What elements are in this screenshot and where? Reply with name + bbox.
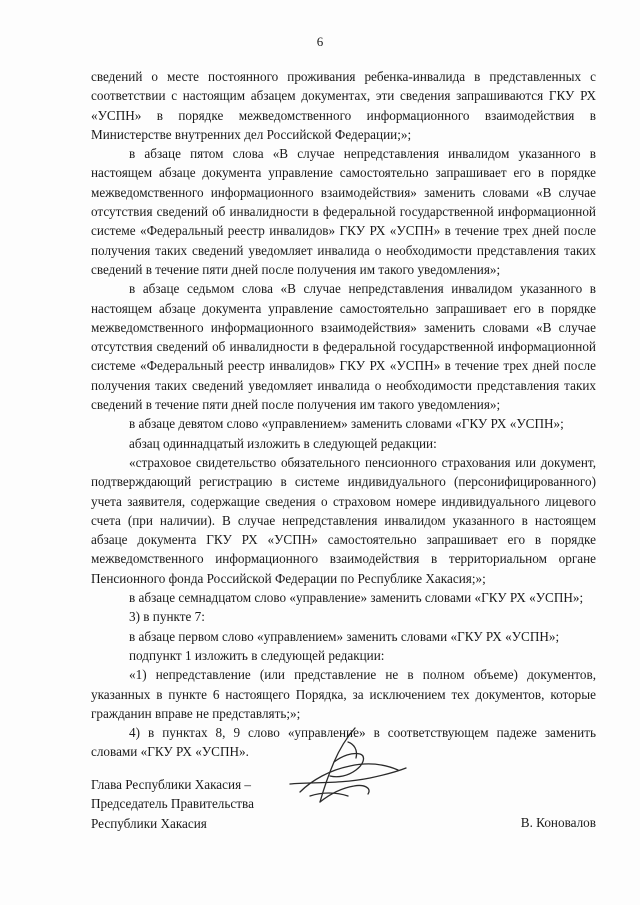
signer-name: В. Коновалов bbox=[520, 815, 596, 830]
paragraph: в абзаце девятом слово «управлением» заменить словами «ГКУ РХ «УСПН»; bbox=[129, 416, 564, 432]
signer-title-line: Председатель Правительства bbox=[91, 796, 254, 812]
paragraph: «1) непредставление (или представление не в полном объеме) документов, указанных в пункте 6 настоящего Порядка, за исключением тех документов, которые гражданин вправе не представлять;»; bbox=[91, 667, 596, 721]
page-number: 6 bbox=[316, 34, 324, 49]
paragraph: в абзаце седьмом слова «В случае непредставления инвалидом указанного в настоящем абзаце документа управление самостоятельно запрашивает его в порядке межведомственного информационного взаимодействия» заменить словами «В случае отсутствия сведений об инвалидности в федеральной государственной информационной системе «Федеральный реестр инвалидов» ГКУ РХ «УСПН» в течение трех дней после получения таких сведений уведомляет инвалида о необходимости представления таких сведений в течение пяти дней после получения им такого уведомления»; bbox=[91, 281, 596, 413]
paragraph: «страховое свидетельство обязательного пенсионного страхования или документ, подтверждающий регистрацию в системе индивидуального (персонифицированного) учета заявителя, содержащие сведения о страховом номере индивидуального лицевого счета (при наличии). В случае непредставления инвалидом указанного в настоящем абзаце документа ГКУ РХ «УСПН» самостоятельно запрашивает его в порядке межведомственного информационного взаимодействия в территориальном органе Пенсионного фонда Российской Федерации по Республике Хакасия;»; bbox=[91, 454, 596, 586]
signer-title-line: Глава Республики Хакасия – bbox=[91, 777, 252, 792]
paragraph: в абзаце пятом слова «В случае непредставления инвалидом указанного в настоящем абзаце документа управление самостоятельно запрашивает его в порядке межведомственного информационного взаимодействия» заменить словами «В случае отсутствия сведений об инвалидности в федеральной государственной информационной системе «Федеральный реестр инвалидов» ГКУ РХ «УСПН» в течение трех дней после получения таких сведений уведомляет инвалида о необходимости представления таких сведений в течение пяти дней после получения им такого уведомления»; bbox=[91, 146, 596, 277]
paragraph: 3) в пункте 7: bbox=[129, 609, 205, 625]
paragraph: 4) в пунктах 8, 9 слово «управление» в соответствующем падеже заменить словами «ГКУ РХ «УСПН». bbox=[91, 725, 596, 760]
paragraph: в абзаце семнадцатом слово «управление» заменить словами «ГКУ РХ «УСПН»; bbox=[129, 590, 584, 606]
paragraph: сведений о месте постоянного проживания ребенка-инвалида в представленных с соответствии с настоящим абзацем документах, эти сведения запрашиваются ГКУ РХ «УСПН» в порядке межведомственного информационного взаимодействия в Министерстве внутренних дел Российской Федерации;»; bbox=[91, 69, 596, 142]
paragraph: абзац одиннадцатый изложить в следующей редакции: bbox=[129, 435, 437, 451]
signature-block bbox=[91, 775, 596, 833]
paragraph: подпункт 1 изложить в следующей редакции: bbox=[129, 647, 385, 663]
paragraph: в абзаце первом слово «управлением» заменить словами «ГКУ РХ «УСПН»; bbox=[129, 628, 560, 644]
document-body bbox=[91, 67, 596, 762]
signer-title-line: Республики Хакасия bbox=[91, 815, 207, 831]
